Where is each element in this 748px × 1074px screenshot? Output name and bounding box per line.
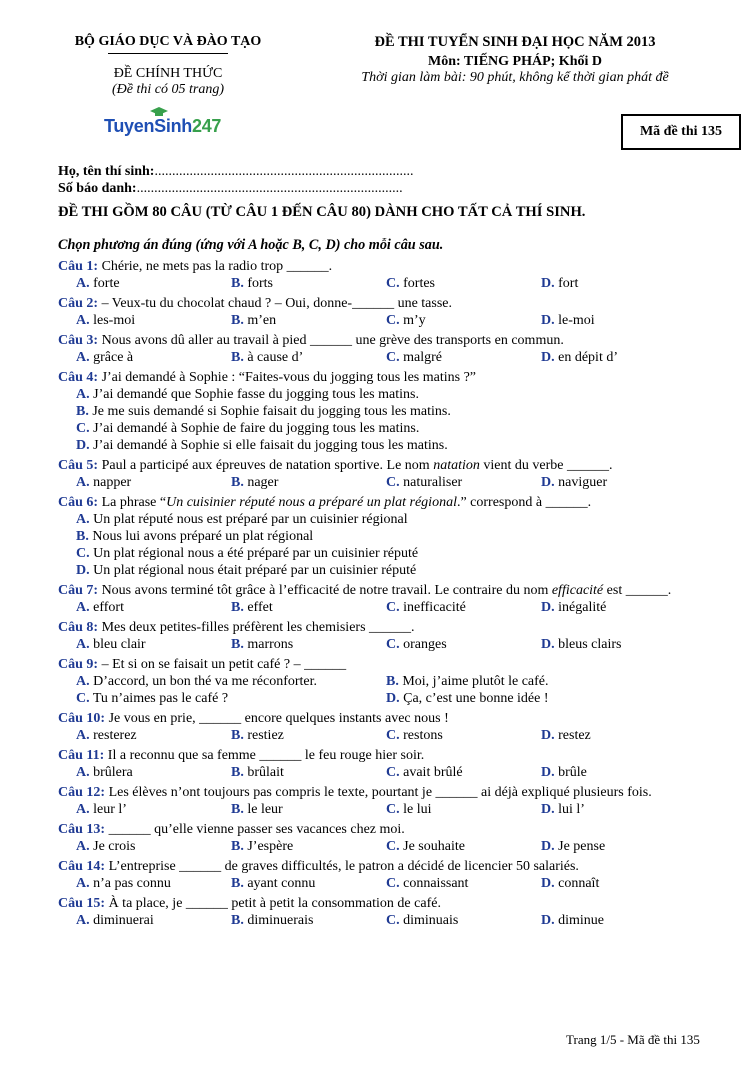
- option-b: B. le leur: [231, 802, 283, 817]
- option-c: C. inefficacité: [386, 600, 466, 615]
- option-b: B. diminuerais: [231, 913, 314, 928]
- candidate-name-field: ..........................................................................: [154, 164, 414, 179]
- option-d: D. connaît: [541, 876, 600, 891]
- question-13: [58, 821, 720, 855]
- header-right: [330, 34, 700, 86]
- ministry-name: BỘ GIÁO DỤC VÀ ĐÀO TẠO: [74, 34, 262, 49]
- option-a: A. napper: [76, 475, 132, 490]
- question-number: Câu 12:: [58, 785, 106, 800]
- option-c: C. naturaliser: [386, 475, 463, 490]
- exam-time: Thời gian làm bài: 90 phút, không kể thời gian phát đề: [361, 70, 669, 85]
- header-left: [58, 34, 278, 98]
- question-number: Câu 9:: [58, 657, 99, 672]
- exam-title: ĐỀ THI TUYỂN SINH ĐẠI HỌC NĂM 2013: [374, 34, 656, 50]
- option-c: C. diminuais: [386, 913, 459, 928]
- official-label: ĐỀ CHÍNH THỨC: [113, 66, 223, 81]
- candidate-name-label: Họ, tên thí sinh:: [58, 164, 155, 179]
- question-number: Câu 5:: [58, 458, 99, 473]
- option-b: B. m’en: [231, 313, 277, 328]
- option-b: B. restiez: [231, 728, 284, 743]
- graduation-cap-icon: [150, 107, 168, 117]
- option-b: B. brûlait: [231, 765, 284, 780]
- question-stem: J’ai demandé à Sophie : “Faites-vous du jogging tous les matins ?”: [101, 370, 476, 385]
- logo-part-3: 247: [191, 116, 222, 136]
- option-b: B. Je me suis demandé si Sophie faisait du jogging tous les matins.: [76, 404, 451, 419]
- option-d: D. lui l’: [541, 802, 585, 817]
- question-stem: À ta place, je ______ petit à petit la consommation de café.: [108, 896, 441, 911]
- option-b: B. Moi, j’aime plutôt le café.: [386, 674, 549, 689]
- option-a: A. brûlera: [76, 765, 133, 780]
- question-stem: – Veux-tu du chocolat chaud ? – Oui, donne-______ une tasse.: [101, 296, 452, 311]
- option-a: A. leur l’: [76, 802, 127, 817]
- question-stem: – Et si on se faisait un petit café ? – ______: [101, 657, 347, 672]
- option-b: B. effet: [231, 600, 273, 615]
- option-d: D. en dépit d’: [541, 350, 618, 365]
- exam-banner: ĐỀ THI GỒM 80 CÂU (TỪ CÂU 1 ĐẾN CÂU 80) DÀNH CHO TẤT CẢ THÍ SINH.: [58, 204, 586, 220]
- question-stem: ______ qu’elle vienne passer ses vacances chez moi.: [108, 822, 405, 837]
- option-d: D. Ça, c’est une bonne idée !: [386, 691, 549, 706]
- option-b: B. ayant connu: [231, 876, 316, 891]
- question-5: Câu 5: Paul a participé aux épreuves de natation sportive. Le nom natation vient du verbe ______. A. napper B. nager C. naturaliser D. naviguer: [58, 457, 720, 491]
- option-a: A. resterez: [76, 728, 137, 743]
- question-4: [58, 369, 720, 454]
- option-a: A. forte: [76, 276, 120, 291]
- candidate-info: [58, 163, 413, 197]
- question-15: [58, 895, 720, 929]
- option-c: C. Un plat régional nous a été préparé par un cuisinier réputé: [76, 546, 419, 561]
- candidate-id-label: Số báo danh:: [58, 181, 137, 196]
- question-stem: Mes deux petites-filles préfèrent les chemisiers ______.: [101, 620, 415, 635]
- question-1: [58, 258, 720, 292]
- question-3: [58, 332, 720, 366]
- option-a: A. bleu clair: [76, 637, 146, 652]
- option-c: C. J’ai demandé à Sophie de faire du jogging tous les matins.: [76, 421, 420, 436]
- question-6: Câu 6: La phrase “Un cuisinier réputé nous a préparé un plat régional.” correspond à ______. A. Un plat réputé nous est préparé par un cuisinier régional B. Nous lui avons préparé un plat régional C. Un plat régional nous a été préparé par un cuisinier réputé D. Un plat régional nous était préparé par un cuisinier réputé: [58, 494, 720, 579]
- option-a: A. Un plat réputé nous est préparé par un cuisinier régional: [76, 512, 408, 527]
- option-b: B. nager: [231, 475, 279, 490]
- option-c: C. avait brûlé: [386, 765, 463, 780]
- question-11: [58, 747, 720, 781]
- question-stem: Il a reconnu que sa femme ______ le feu rouge hier soir.: [107, 748, 425, 763]
- instruction: Chọn phương án đúng (ứng với A hoặc B, C, D) cho mỗi câu sau.: [58, 237, 444, 253]
- question-number: Câu 10:: [58, 711, 106, 726]
- option-d: D. inégalité: [541, 600, 607, 615]
- option-a: A. D’accord, un bon thé va me réconforter.: [76, 674, 318, 689]
- option-d: D. brûle: [541, 765, 587, 780]
- option-c: C. connaissant: [386, 876, 469, 891]
- question-2: [58, 295, 720, 329]
- logo-part-1: Tuyen: [104, 116, 155, 136]
- question-number: Câu 4:: [58, 370, 99, 385]
- option-b: B. Nous lui avons préparé un plat régional: [76, 529, 314, 544]
- exam-subject: Môn: TIẾNG PHÁP; Khối D: [428, 54, 602, 69]
- option-c: C. malgré: [386, 350, 442, 365]
- question-number: Câu 1:: [58, 259, 99, 274]
- candidate-id-field: ............................................................................: [136, 181, 403, 196]
- question-number: Câu 8:: [58, 620, 99, 635]
- question-number: Câu 11:: [58, 748, 105, 763]
- option-a: A. les-moi: [76, 313, 136, 328]
- question-8: [58, 619, 720, 653]
- option-c: C. m’y: [386, 313, 426, 328]
- option-d: D. fort: [541, 276, 579, 291]
- option-d: D. bleus clairs: [541, 637, 622, 652]
- question-10: [58, 710, 720, 744]
- question-number: Câu 7:: [58, 583, 99, 598]
- question-number: Câu 14:: [58, 859, 106, 874]
- question-7: Câu 7: Nous avons terminé tôt grâce à l’efficacité de notre travail. Le contraire du nom efficacité est ______. A. effort B. effet C. inefficacité D. inégalité: [58, 582, 720, 616]
- question-9: [58, 656, 720, 707]
- option-a: A. effort: [76, 600, 124, 615]
- question-14: [58, 858, 720, 892]
- option-d: D. restez: [541, 728, 591, 743]
- question-number: Câu 15:: [58, 896, 106, 911]
- option-b: B. J’espère: [231, 839, 294, 854]
- option-d: D. le-moi: [541, 313, 595, 328]
- question-stem: Nous avons dû aller au travail à pied ______ une grève des transports en commun.: [101, 333, 564, 348]
- question-stem: Les élèves n’ont toujours pas compris le texte, pourtant je ______ ai déjà expliqué plusieurs fois.: [108, 785, 652, 800]
- question-stem: Chérie, ne mets pas la radio trop ______.: [101, 259, 333, 274]
- ministry-underline: [108, 53, 228, 54]
- option-b: B. à cause d’: [231, 350, 304, 365]
- question-stem: Je vous en prie, ______ encore quelques instants avec nous !: [108, 711, 449, 726]
- question-number: Câu 13:: [58, 822, 106, 837]
- option-b: B. marrons: [231, 637, 294, 652]
- exam-code-box: Mã đề thi 135: [621, 114, 741, 150]
- option-c: C. restons: [386, 728, 443, 743]
- option-b: B. forts: [231, 276, 274, 291]
- question-stem: L’entreprise ______ de graves difficultés, le patron a décidé de licencier 50 salariés.: [108, 859, 579, 874]
- option-d: D. diminue: [541, 913, 605, 928]
- logo-part-2: Sinh: [154, 116, 192, 136]
- question-12: [58, 784, 720, 818]
- option-c: C. Je souhaite: [386, 839, 465, 854]
- option-d: D. naviguer: [541, 475, 608, 490]
- option-a: A. Je crois: [76, 839, 136, 854]
- option-c: C. oranges: [386, 637, 447, 652]
- option-d: D. J’ai demandé à Sophie si elle faisait du jogging tous les matins.: [76, 438, 448, 453]
- question-number: Câu 2:: [58, 296, 99, 311]
- page-count: (Đề thi có 05 trang): [112, 82, 224, 97]
- option-d: D. Un plat régional nous était préparé par un cuisinier réputé: [76, 563, 417, 578]
- question-list: [58, 258, 720, 929]
- option-d: D. Je pense: [541, 839, 606, 854]
- question-number: Câu 3:: [58, 333, 99, 348]
- option-a: A. n’a pas connu: [76, 876, 171, 891]
- option-a: A. grâce à: [76, 350, 134, 365]
- option-c: C. Tu n’aimes pas le café ?: [76, 691, 229, 706]
- option-a: A. diminuerai: [76, 913, 154, 928]
- option-c: C. fortes: [386, 276, 436, 291]
- option-a: A. J’ai demandé que Sophie fasse du jogging tous les matins.: [76, 387, 419, 402]
- question-number: Câu 6:: [58, 495, 99, 510]
- page-footer: Trang 1/5 - Mã đề thi 135: [566, 1032, 700, 1047]
- tuyensinh-logo: [104, 116, 221, 137]
- option-c: C. le lui: [386, 802, 432, 817]
